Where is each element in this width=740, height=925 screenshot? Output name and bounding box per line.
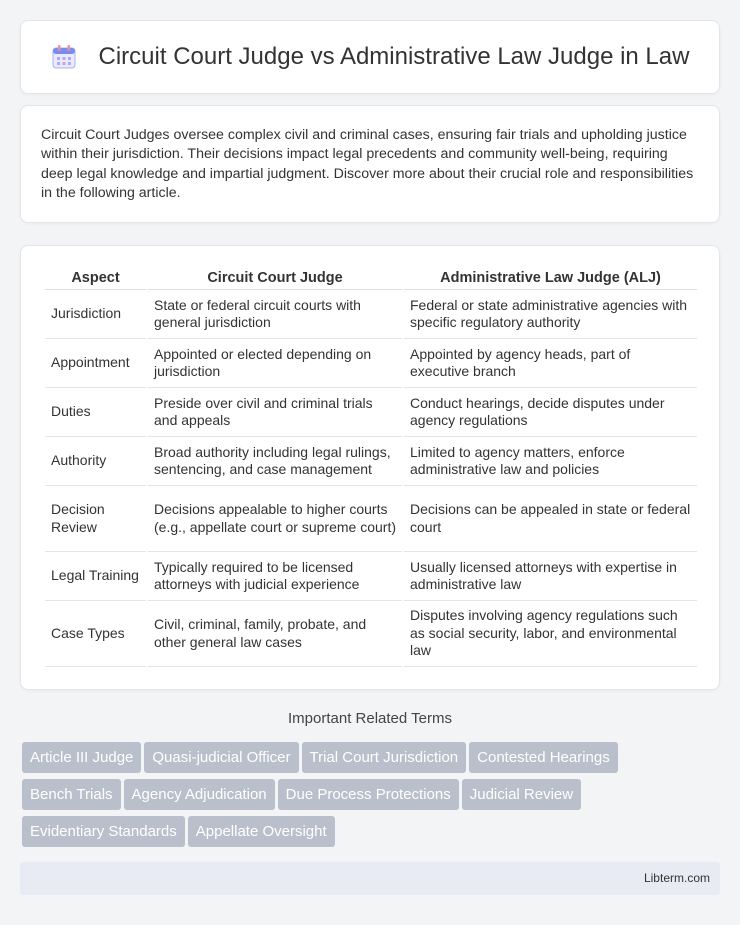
- cell-circuit: Preside over civil and criminal trials and appeals: [148, 388, 402, 437]
- cell-alj: Usually licensed attorneys with expertise in administrative law: [404, 552, 697, 601]
- table-row: [45, 290, 697, 339]
- cell-circuit: Civil, criminal, family, probate, and other general law cases: [148, 601, 402, 667]
- intro-text: Circuit Court Judges oversee complex civil and criminal cases, ensuring fair trials and upholding justice within their jurisdiction. Their decisions impact legal precedents and community well-being, requiring deep legal knowledge and impartial judgment. Discover more about their crucial role and responsibilities in the following article.: [41, 127, 694, 202]
- cell-circuit: Appointed or elected depending on jurisdiction: [148, 339, 402, 388]
- comparison-table-card: [20, 245, 720, 690]
- cell-circuit: Broad authority including legal rulings, sentencing, and case management: [148, 437, 402, 486]
- cell-alj: Decisions can be appealed in state or federal court: [404, 486, 697, 552]
- table-row: [45, 552, 697, 601]
- cell-alj: Limited to agency matters, enforce administrative law and policies: [404, 437, 697, 486]
- intro-card: [20, 105, 720, 223]
- cell-aspect: Legal Training: [45, 552, 146, 601]
- cell-alj: Federal or state administrative agencies with specific regulatory authority: [404, 290, 697, 339]
- tag-judicial-review[interactable]: Judicial Review: [462, 779, 581, 810]
- header-aspect: Aspect: [45, 266, 146, 290]
- tag-article-iii-judge[interactable]: Article III Judge: [22, 742, 141, 773]
- footer: [20, 862, 720, 895]
- tag-agency-adjudication[interactable]: Agency Adjudication: [124, 779, 275, 810]
- tag-quasi-judicial-officer[interactable]: Quasi-judicial Officer: [144, 742, 298, 773]
- tag-appellate-oversight[interactable]: Appellate Oversight: [188, 816, 335, 847]
- header-circuit-court-judge: Circuit Court Judge: [148, 266, 402, 290]
- table-row: [45, 388, 697, 437]
- page-title: Circuit Court Judge vs Administrative Law Judge in Law: [98, 43, 690, 70]
- header-administrative-law-judge: Administrative Law Judge (ALJ): [404, 266, 697, 290]
- table-row: [45, 437, 697, 486]
- tag-bench-trials[interactable]: Bench Trials: [22, 779, 121, 810]
- cell-aspect: Decision Review: [45, 486, 146, 552]
- tag-contested-hearings[interactable]: Contested Hearings: [469, 742, 618, 773]
- table-row: [45, 486, 697, 552]
- footer-site-link[interactable]: Libterm.com: [643, 871, 710, 885]
- table-header-row: [45, 266, 697, 290]
- cell-circuit: Typically required to be licensed attorneys with judicial experience: [148, 552, 402, 601]
- tag-trial-court-jurisdiction[interactable]: Trial Court Jurisdiction: [302, 742, 467, 773]
- related-terms-title: Important Related Terms: [288, 710, 452, 727]
- cell-circuit: Decisions appealable to higher courts (e.g., appellate court or supreme court): [148, 486, 402, 552]
- cell-alj: Conduct hearings, decide disputes under agency regulations: [404, 388, 697, 437]
- cell-alj: Appointed by agency heads, part of executive branch: [404, 339, 697, 388]
- cell-aspect: Jurisdiction: [45, 290, 146, 339]
- tag-evidentiary-standards[interactable]: Evidentiary Standards: [22, 816, 185, 847]
- cell-circuit: State or federal circuit courts with general jurisdiction: [148, 290, 402, 339]
- table-row: [45, 339, 697, 388]
- table-row: [45, 601, 697, 667]
- cell-aspect: Duties: [45, 388, 146, 437]
- cell-alj: Disputes involving agency regulations such as social security, labor, and environmental law: [404, 601, 697, 667]
- comparison-table: [43, 266, 699, 667]
- tag-due-process-protections[interactable]: Due Process Protections: [278, 779, 459, 810]
- calendar-icon: [51, 44, 77, 70]
- cell-aspect: Appointment: [45, 339, 146, 388]
- related-terms-tags: [22, 742, 722, 853]
- cell-aspect: Authority: [45, 437, 146, 486]
- header-card: [20, 20, 720, 94]
- cell-aspect: Case Types: [45, 601, 146, 667]
